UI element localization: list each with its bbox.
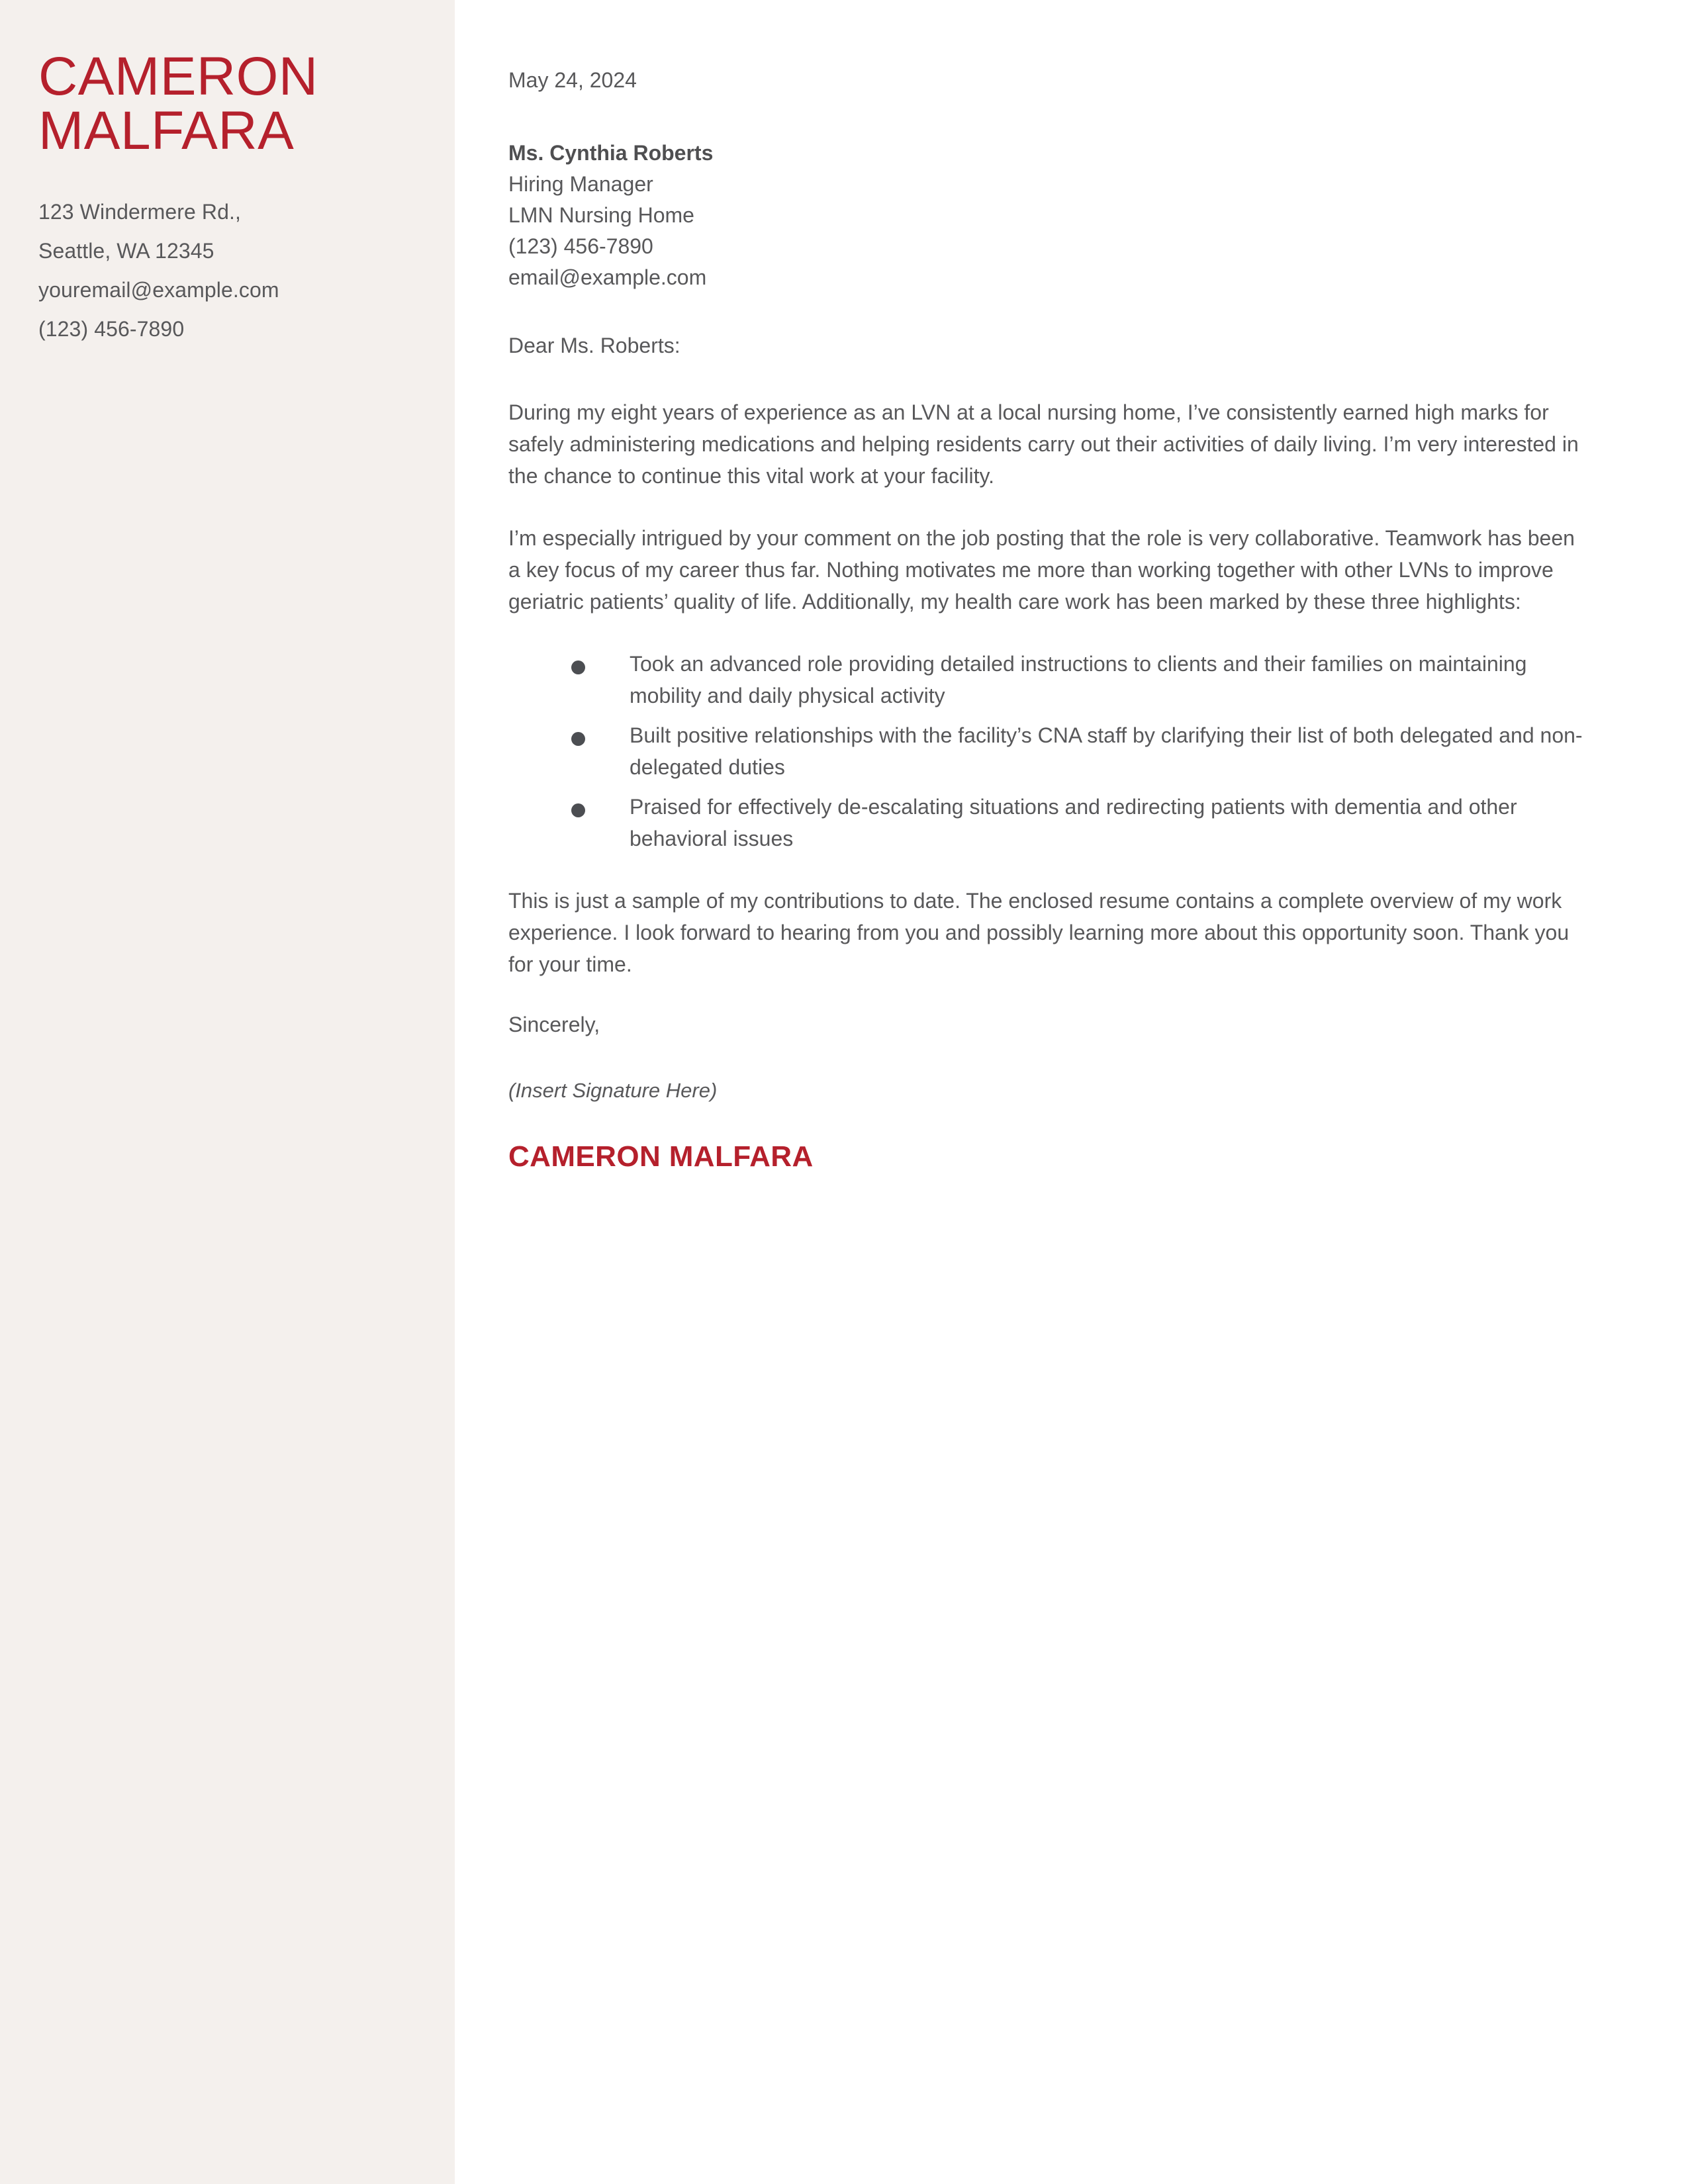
- list-item: [571, 791, 1589, 854]
- list-item-text: Praised for effectively de-escalating situations and redirecting patients with dementia and other behavioral issues: [630, 795, 1517, 850]
- contact-phone[interactable]: (123) 456-7890: [38, 317, 185, 341]
- recipient-company: LMN Nursing Home: [508, 203, 694, 227]
- bullet-icon: [571, 660, 585, 674]
- sidebar: [0, 0, 455, 2184]
- contact-city-state-zip: Seattle, WA 12345: [38, 239, 214, 263]
- applicant-last-name: MALFARA: [38, 101, 295, 161]
- salutation: Dear Ms. Roberts:: [508, 334, 680, 357]
- recipient-block: [508, 138, 1589, 293]
- bullet-icon: [571, 732, 585, 746]
- list-item: [571, 648, 1589, 711]
- contact-email[interactable]: youremail@example.com: [38, 278, 279, 302]
- sidebar-content: [0, 0, 455, 349]
- closing-salutation: Sincerely,: [508, 1013, 600, 1036]
- highlights-list: [508, 648, 1589, 854]
- applicant-first-name: CAMERON: [38, 46, 318, 107]
- list-item-text: Took an advanced role providing detailed instructions to clients and their families on maintaining mobility and daily physical activity: [630, 652, 1527, 707]
- recipient-email[interactable]: email@example.com: [508, 265, 707, 289]
- recipient-title: Hiring Manager: [508, 172, 653, 196]
- applicant-name: [38, 46, 428, 161]
- contact-block: [38, 193, 428, 349]
- body-paragraph-2: I’m especially intrigued by your comment on the job posting that the role is very collaborative. Teamwork has been a key focus of my career thus far. Nothing motivates me more than working together with other LVNs to improve geriatric patients’ quality of life. Additionally, my health care work has been marked by these three highlights:: [508, 526, 1575, 614]
- list-item: [571, 719, 1589, 783]
- letter-body: [455, 0, 1688, 2184]
- signature-placeholder: (Insert Signature Here): [508, 1079, 718, 1102]
- signature-name: CAMERON MALFARA: [508, 1140, 814, 1173]
- recipient-name: Ms. Cynthia Roberts: [508, 141, 714, 165]
- body-paragraph-3: This is just a sample of my contributions to date. The enclosed resume contains a complete overview of my work experience. I look forward to hearing from you and possibly learning more about this opportunity soon. Thank you for your time.: [508, 889, 1570, 976]
- letter-date: May 24, 2024: [508, 68, 637, 92]
- list-item-text: Built positive relationships with the facility’s CNA staff by clarifying their list of both delegated and non-delegated duties: [630, 723, 1583, 779]
- letter-content: [455, 0, 1688, 1175]
- contact-street: 123 Windermere Rd.,: [38, 200, 242, 224]
- recipient-phone[interactable]: (123) 456-7890: [508, 234, 653, 258]
- body-paragraph-1: During my eight years of experience as an LVN at a local nursing home, I’ve consistently earned high marks for safely administering medications and helping residents carry out their activities of daily living. I’m very interested in the chance to continue this vital work at your facility.: [508, 400, 1579, 488]
- bullet-icon: [571, 803, 585, 817]
